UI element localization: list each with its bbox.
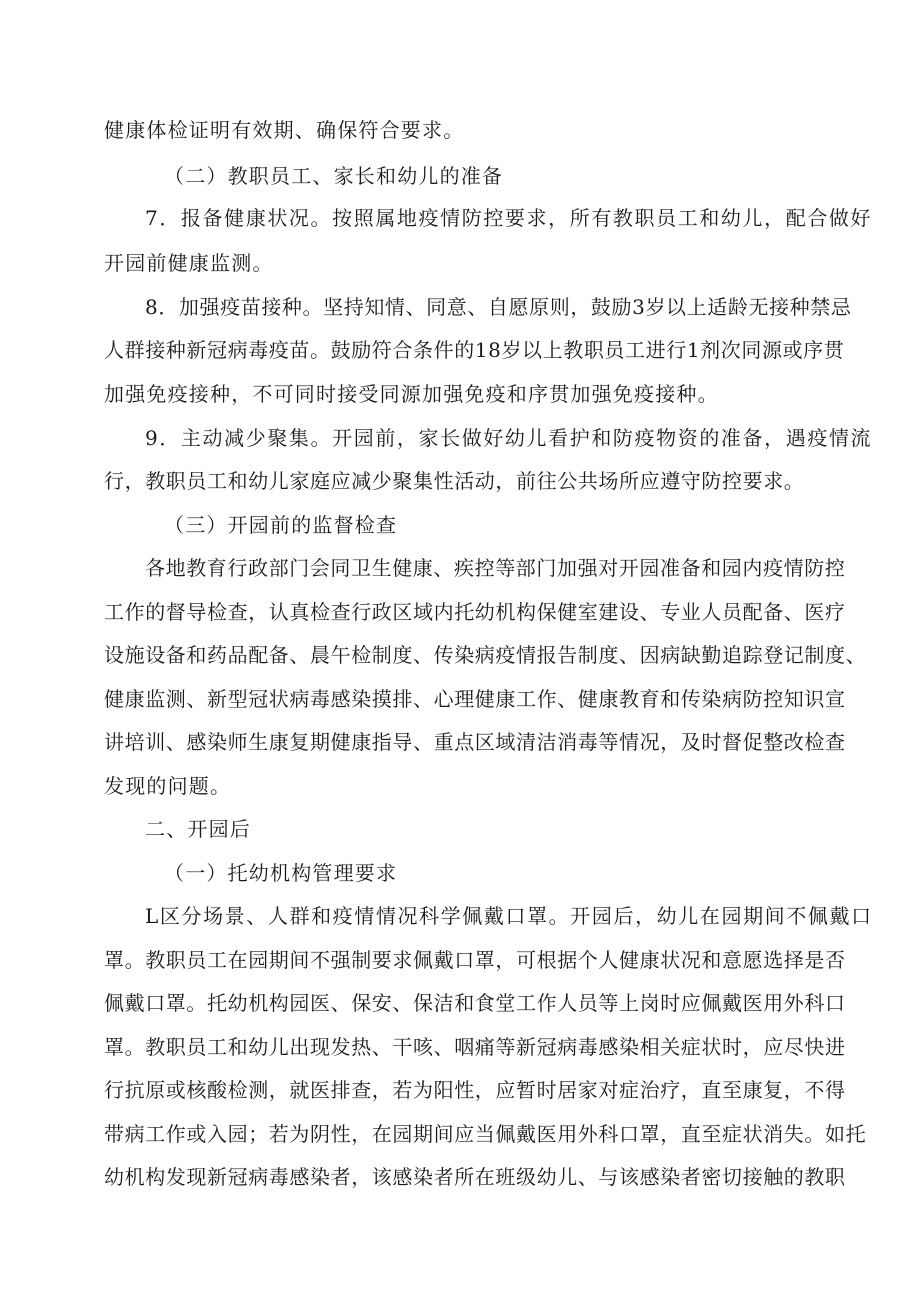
paragraph-line: 罩。教职员工和幼儿出现发热、干咳、咽痛等新冠病毒感染相关症状时，应尽快进 <box>104 1035 846 1059</box>
paragraph-line: 讲培训、感染师生康复期健康指导、重点区域清洁消毒等情况，及时督促整改检查 <box>104 730 846 754</box>
paragraph-line: 7．报备健康状况。按照属地疫情防控要求，所有教职员工和幼儿，配合做好 <box>145 206 873 230</box>
paragraph-line: 开园前健康监测。 <box>104 251 274 275</box>
paragraph-line: 工作的督导检查，认真检查行政区域内托幼机构保健室建设、专业人员配备、医疗 <box>104 600 846 624</box>
paragraph-line: 各地教育行政部门会同卫生健康、疾控等部门加强对开园准备和园内疫情防控 <box>145 556 846 580</box>
paragraph-line: 人群接种新冠病毒疫苗。鼓励符合条件的18岁以上教职员工进行1剂次同源或序贯 <box>104 338 845 362</box>
section-heading: （三）开园前的监督检查 <box>164 513 398 537</box>
paragraph-line: 加强免疫接种，不可同时接受同源加强免疫和序贯加强免疫接种。 <box>104 382 719 406</box>
section-heading: （一）托幼机构管理要求 <box>164 861 398 885</box>
paragraph-line: 健康监测、新型冠状病毒感染摸排、心理健康工作、健康教育和传染病防控知识宣 <box>104 687 846 711</box>
paragraph-line: 发现的问题。 <box>104 774 232 798</box>
paragraph-line: 健康体检证明有效期、确保符合要求。 <box>104 118 465 142</box>
paragraph-line: 8．加强疫苗接种。坚持知情、同意、自愿原则，鼓励3岁以上适龄无接种禁忌 <box>145 295 852 319</box>
paragraph-line: 罩。教职员工在园期间不强制要求佩戴口罩，可根据个人健康状况和意愿选择是否 <box>104 948 846 972</box>
paragraph-line: L区分场景、人群和疫情情况科学佩戴口罩。开园后，幼儿在园期间不佩戴口 <box>145 904 873 928</box>
paragraph-line: 带病工作或入园；若为阴性，在园期间应当佩戴医用外科口罩，直至症状消失。如托 <box>104 1122 867 1146</box>
paragraph-line: 行，教职员工和幼儿家庭应减少聚集性活动，前往公共场所应遵守防控要求。 <box>104 469 805 493</box>
paragraph-line: 幼机构发现新冠病毒感染者，该感染者所在班级幼儿、与该感染者密切接触的教职 <box>104 1165 846 1189</box>
section-heading: （二）教职员工、家长和幼儿的准备 <box>164 164 504 188</box>
section-heading: 二、开园后 <box>145 817 251 841</box>
paragraph-line: 行抗原或核酸检测，就医排查，若为阳性，应暂时居家对症治疗，直至康复，不得 <box>104 1078 846 1102</box>
paragraph-line: 佩戴口罩。托幼机构园医、保安、保洁和食堂工作人员等上岗时应佩戴医用外科口 <box>104 991 846 1015</box>
paragraph-line: 设施设备和药品配备、晨午检制度、传染病疫情报告制度、因病缺勤追踪登记制度、 <box>104 643 867 667</box>
paragraph-line: 9．主动减少聚集。开园前，家长做好幼儿看护和防疫物资的准备，遇疫情流 <box>145 426 873 450</box>
